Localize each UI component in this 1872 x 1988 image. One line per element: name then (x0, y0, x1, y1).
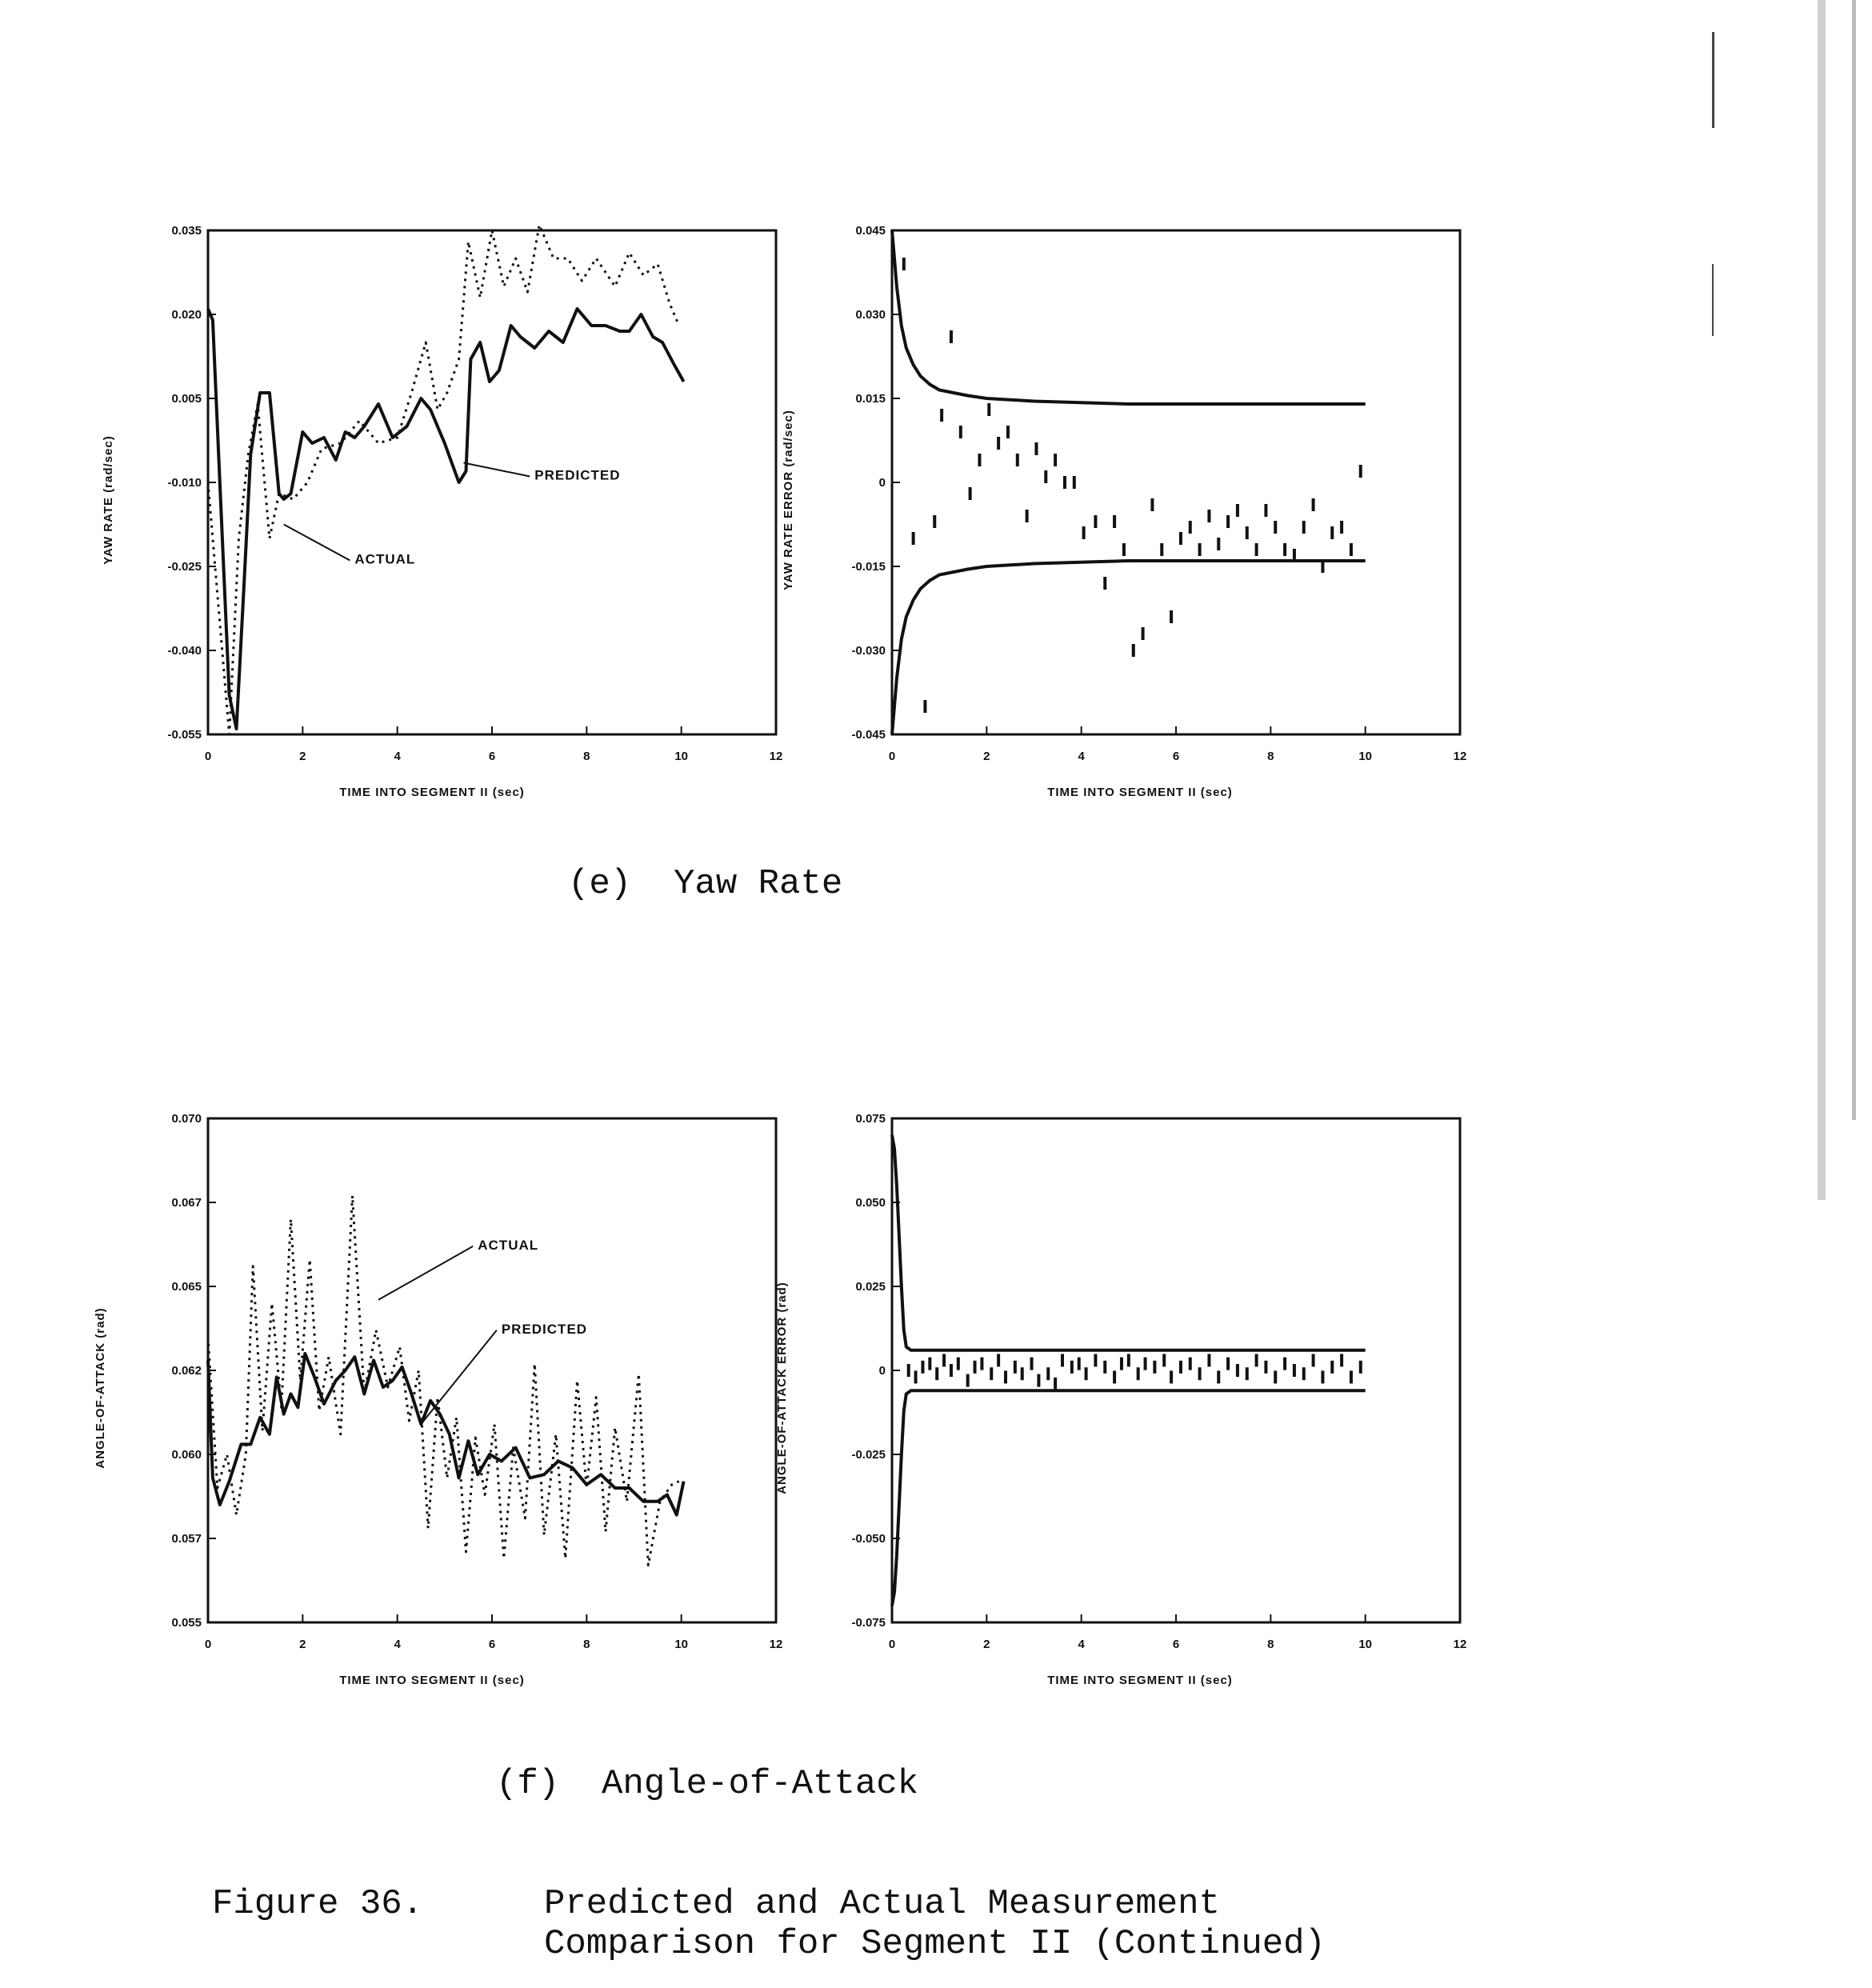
y-tick-label: 0.005 (171, 392, 202, 406)
annotation-leader (378, 1246, 473, 1300)
y-tick-label: -0.025 (851, 1448, 886, 1462)
yaw-rate-chart (80, 216, 783, 808)
angle-of-attack-error-chart (764, 1104, 1467, 1696)
x-axis-label: TIME INTO SEGMENT II (sec) (339, 786, 525, 799)
x-axis-label: TIME INTO SEGMENT II (sec) (1047, 1674, 1233, 1687)
x-tick-label: 8 (583, 750, 590, 763)
x-tick-label: 2 (983, 1638, 990, 1651)
annotation-leader (464, 463, 530, 477)
y-tick-label: -0.045 (851, 728, 886, 742)
x-tick-label: 10 (674, 1638, 689, 1651)
x-tick-label: 12 (1453, 750, 1467, 763)
x-axis-label: TIME INTO SEGMENT II (sec) (1047, 786, 1233, 799)
scan-edge-mark (1818, 0, 1826, 1200)
y-tick-label: 0.030 (855, 308, 886, 322)
upper-bound-line (892, 230, 1366, 404)
y-tick-label: -0.030 (851, 644, 886, 658)
scan-edge-mark (1712, 32, 1714, 128)
x-tick-label: 0 (204, 1638, 212, 1651)
y-tick-label: 0.045 (855, 224, 886, 238)
panel-f-caption: (f) Angle-of-Attack (496, 1764, 919, 1804)
x-tick-label: 4 (394, 750, 401, 763)
annotation-leader (284, 525, 350, 561)
y-tick-label: -0.040 (167, 644, 202, 658)
series-predicted-line (208, 309, 684, 729)
y-tick-label: -0.010 (167, 476, 202, 490)
x-tick-label: 6 (488, 1638, 496, 1651)
y-tick-label: 0.067 (171, 1196, 202, 1210)
figure-label: Figure 36. (212, 1884, 424, 1924)
y-tick-label: 0.055 (171, 1616, 202, 1630)
y-tick-label: 0 (878, 476, 886, 490)
x-tick-label: 0 (888, 1638, 896, 1651)
annotation-label: ACTUAL (478, 1237, 539, 1253)
y-tick-label: 0.020 (171, 308, 202, 322)
scan-edge-mark (1852, 0, 1856, 1120)
x-tick-label: 10 (1358, 1638, 1373, 1651)
y-tick-label: 0.065 (171, 1280, 202, 1294)
y-tick-label: 0.015 (855, 392, 886, 406)
x-tick-label: 0 (888, 750, 896, 763)
y-tick-label: 0.075 (855, 1112, 886, 1126)
plot-frame (208, 1118, 776, 1622)
y-tick-label: -0.050 (851, 1532, 886, 1546)
x-tick-label: 10 (674, 750, 689, 763)
x-tick-label: 4 (394, 1638, 401, 1651)
x-tick-label: 6 (1172, 750, 1180, 763)
y-tick-label: 0.070 (171, 1112, 202, 1126)
yaw-rate-error-chart (764, 216, 1467, 808)
x-tick-label: 12 (1453, 1638, 1467, 1651)
y-tick-label: -0.075 (851, 1616, 886, 1630)
y-axis-label: YAW RATE (rad/sec) (102, 435, 115, 565)
x-tick-label: 8 (1267, 750, 1274, 763)
y-tick-label: 0 (878, 1364, 886, 1378)
x-tick-label: 2 (299, 750, 306, 763)
y-tick-label: 0.057 (171, 1532, 202, 1546)
annotation-label: PREDICTED (501, 1321, 588, 1337)
figure-title-line1: Predicted and Actual Measurement (544, 1884, 1220, 1924)
annotation-leader (421, 1330, 497, 1424)
y-tick-label: 0.035 (171, 224, 202, 238)
x-tick-label: 2 (299, 1638, 306, 1651)
lower-bound-line (892, 561, 1366, 734)
y-tick-label: -0.025 (167, 560, 202, 574)
y-axis-label: ANGLE-OF-ATTACK ERROR (rad) (775, 1282, 789, 1494)
y-axis-label: YAW RATE ERROR (rad/sec) (782, 410, 795, 590)
x-tick-label: 4 (1078, 1638, 1085, 1651)
upper-bound-line (892, 1135, 1366, 1350)
y-tick-label: 0.050 (855, 1196, 886, 1210)
x-tick-label: 12 (769, 750, 783, 763)
lower-bound-line (892, 1390, 1366, 1606)
x-tick-label: 8 (583, 1638, 590, 1651)
x-tick-label: 10 (1358, 750, 1373, 763)
scan-edge-mark (1712, 264, 1714, 336)
x-axis-label: TIME INTO SEGMENT II (sec) (339, 1674, 525, 1687)
y-tick-label: 0.025 (855, 1280, 886, 1294)
x-tick-label: 12 (769, 1638, 783, 1651)
panel-e-caption: (e) Yaw Rate (568, 864, 843, 904)
x-tick-label: 6 (488, 750, 496, 763)
plot-frame (892, 1118, 1460, 1622)
annotation-label: PREDICTED (534, 467, 621, 483)
x-tick-label: 8 (1267, 1638, 1274, 1651)
figure-title-line2: Comparison for Segment II (Continued) (544, 1924, 1326, 1964)
y-tick-label: 0.062 (171, 1364, 202, 1378)
y-axis-label: ANGLE-OF-ATTACK (rad) (94, 1307, 107, 1469)
x-tick-label: 6 (1172, 1638, 1180, 1651)
y-tick-label: 0.060 (171, 1448, 202, 1462)
x-tick-label: 2 (983, 750, 990, 763)
x-tick-label: 0 (204, 750, 212, 763)
y-tick-label: -0.015 (851, 560, 886, 574)
plot-frame (892, 230, 1460, 734)
annotation-label: ACTUAL (354, 551, 416, 567)
y-tick-label: -0.055 (167, 728, 202, 742)
x-tick-label: 4 (1078, 750, 1085, 763)
